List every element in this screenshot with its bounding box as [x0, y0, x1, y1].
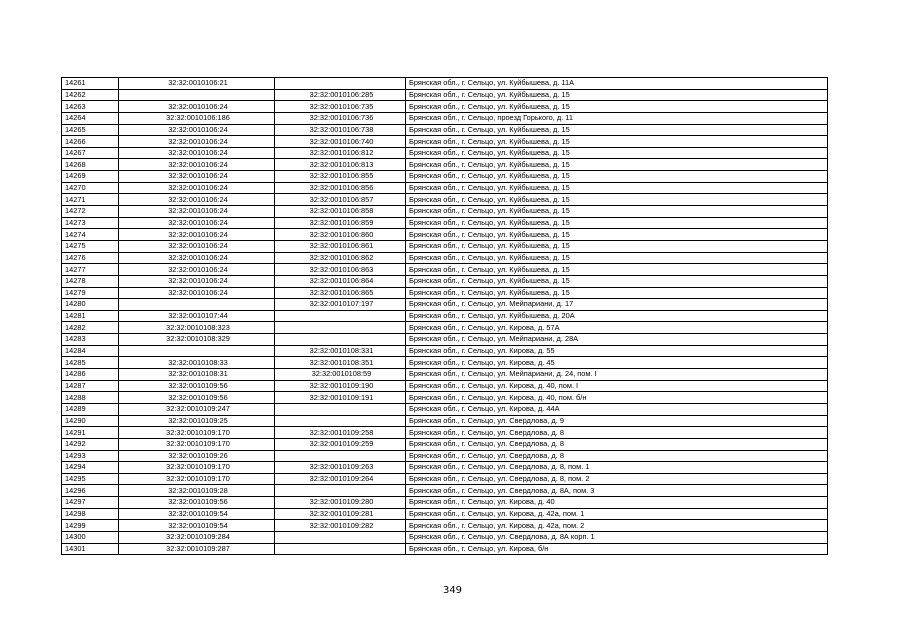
parcel-cadastral-number-cell: 32:32:0010109:28 [119, 485, 275, 497]
table-row [62, 497, 828, 509]
row-number-cell: 14291 [62, 427, 119, 439]
parcel-cadastral-number-cell: 32:32:0010107:44 [119, 310, 275, 322]
parcel-cadastral-number-cell: 32:32:0010109:170 [119, 473, 275, 485]
parcel-cadastral-number-cell: 32:32:0010106:24 [119, 194, 275, 206]
parcel-cadastral-number-cell: 32:32:0010109:284 [119, 531, 275, 543]
building-cadastral-number-cell [275, 334, 406, 346]
table-row [62, 322, 828, 334]
address-cell: Брянская обл., г. Сельцо, ул. Мейпариани, д. 17 [406, 299, 828, 311]
row-number-cell: 14277 [62, 264, 119, 276]
table-row [62, 531, 828, 543]
parcel-cadastral-number-cell: 32:32:0010106:24 [119, 287, 275, 299]
address-cell: Брянская обл., г. Сельцо, ул. Свердлова, д. 8А, пом. 3 [406, 485, 828, 497]
table-row [62, 543, 828, 555]
address-cell: Брянская обл., г. Сельцо, ул. Кирова, д. 45 [406, 357, 828, 369]
row-number-cell: 14299 [62, 520, 119, 532]
building-cadastral-number-cell: 32:32:0010106:865 [275, 287, 406, 299]
address-cell: Брянская обл., г. Сельцо, ул. Свердлова, д. 8 [406, 450, 828, 462]
parcel-cadastral-number-cell: 32:32:0010106:24 [119, 240, 275, 252]
building-cadastral-number-cell: 32:32:0010106:862 [275, 252, 406, 264]
building-cadastral-number-cell: 32:32:0010106:861 [275, 240, 406, 252]
row-number-cell: 14264 [62, 112, 119, 124]
address-cell: Брянская обл., г. Сельцо, ул. Куйбышева, д. 15 [406, 240, 828, 252]
address-cell: Брянская обл., г. Сельцо, проезд Горького, д. 11 [406, 112, 828, 124]
table-row [62, 485, 828, 497]
building-cadastral-number-cell: 32:32:0010106:858 [275, 206, 406, 218]
address-cell: Брянская обл., г. Сельцо, ул. Кирова, д. 40, пом. б/н [406, 392, 828, 404]
parcel-cadastral-number-cell: 32:32:0010106:24 [119, 147, 275, 159]
row-number-cell: 14293 [62, 450, 119, 462]
row-number-cell: 14281 [62, 310, 119, 322]
building-cadastral-number-cell: 32:32:0010108:351 [275, 357, 406, 369]
parcel-cadastral-number-cell: 32:32:0010108:323 [119, 322, 275, 334]
table-row [62, 124, 828, 136]
address-cell: Брянская обл., г. Сельцо, ул. Куйбышева, д. 15 [406, 159, 828, 171]
building-cadastral-number-cell: 32:32:0010106:740 [275, 136, 406, 148]
address-cell: Брянская обл., г. Сельцо, ул. Куйбышева, д. 15 [406, 89, 828, 101]
table-row [62, 357, 828, 369]
row-number-cell: 14262 [62, 89, 119, 101]
row-number-cell: 14301 [62, 543, 119, 555]
table-row [62, 264, 828, 276]
address-cell: Брянская обл., г. Сельцо, ул. Свердлова, д. 8 [406, 427, 828, 439]
address-cell: Брянская обл., г. Сельцо, ул. Кирова, д. 42а, пом. 2 [406, 520, 828, 532]
address-cell: Брянская обл., г. Сельцо, ул. Куйбышева, д. 15 [406, 206, 828, 218]
address-cell: Брянская обл., г. Сельцо, ул. Кирова, д. 55 [406, 345, 828, 357]
table-row [62, 334, 828, 346]
address-cell: Брянская обл., г. Сельцо, ул. Куйбышева, д. 15 [406, 182, 828, 194]
page-number: 349 [442, 585, 463, 596]
address-cell: Брянская обл., г. Сельцо, ул. Свердлова, д. 9 [406, 415, 828, 427]
address-cell: Брянская обл., г. Сельцо, ул. Кирова, д. 42а, пом. 1 [406, 508, 828, 520]
parcel-cadastral-number-cell: 32:32:0010106:24 [119, 229, 275, 241]
address-cell: Брянская обл., г. Сельцо, ул. Куйбышева, д. 15 [406, 217, 828, 229]
building-cadastral-number-cell: 32:32:0010106:856 [275, 182, 406, 194]
address-cell: Брянская обл., г. Сельцо, ул. Свердлова, д. 8, пом. 1 [406, 462, 828, 474]
table-row [62, 403, 828, 415]
row-number-cell: 14297 [62, 497, 119, 509]
parcel-cadastral-number-cell: 32:32:0010108:329 [119, 334, 275, 346]
building-cadastral-number-cell [275, 485, 406, 497]
parcel-cadastral-number-cell: 32:32:0010109:56 [119, 497, 275, 509]
row-number-cell: 14280 [62, 299, 119, 311]
address-cell: Брянская обл., г. Сельцо, ул. Мейпариани, д. 28А [406, 334, 828, 346]
registry-table [61, 77, 828, 555]
address-cell: Брянская обл., г. Сельцо, ул. Свердлова, д. 8А корп. 1 [406, 531, 828, 543]
row-number-cell: 14283 [62, 334, 119, 346]
building-cadastral-number-cell [275, 415, 406, 427]
parcel-cadastral-number-cell: 32:32:0010109:54 [119, 508, 275, 520]
building-cadastral-number-cell [275, 403, 406, 415]
table-row [62, 369, 828, 381]
row-number-cell: 14292 [62, 438, 119, 450]
address-cell: Брянская обл., г. Сельцо, ул. Куйбышева, д. 15 [406, 147, 828, 159]
building-cadastral-number-cell: 32:32:0010109:280 [275, 497, 406, 509]
parcel-cadastral-number-cell: 32:32:0010109:54 [119, 520, 275, 532]
address-cell: Брянская обл., г. Сельцо, ул. Свердлова, д. 8, пом. 2 [406, 473, 828, 485]
parcel-cadastral-number-cell: 32:32:0010109:56 [119, 380, 275, 392]
address-cell: Брянская обл., г. Сельцо, ул. Куйбышева, д. 15 [406, 124, 828, 136]
row-number-cell: 14288 [62, 392, 119, 404]
building-cadastral-number-cell: 32:32:0010106:736 [275, 112, 406, 124]
address-cell: Брянская обл., г. Сельцо, ул. Мейпариани, д. 24, пом. I [406, 369, 828, 381]
table-row [62, 520, 828, 532]
parcel-cadastral-number-cell: 32:32:0010106:24 [119, 206, 275, 218]
address-cell: Брянская обл., г. Сельцо, ул. Куйбышева, д. 15 [406, 101, 828, 113]
row-number-cell: 14295 [62, 473, 119, 485]
table-row [62, 89, 828, 101]
row-number-cell: 14290 [62, 415, 119, 427]
parcel-cadastral-number-cell: 32:32:0010109:26 [119, 450, 275, 462]
building-cadastral-number-cell: 32:32:0010109:282 [275, 520, 406, 532]
address-cell: Брянская обл., г. Сельцо, ул. Кирова, б/н [406, 543, 828, 555]
row-number-cell: 14269 [62, 171, 119, 183]
parcel-cadastral-number-cell: 32:32:0010106:24 [119, 101, 275, 113]
parcel-cadastral-number-cell: 32:32:0010106:24 [119, 136, 275, 148]
parcel-cadastral-number-cell: 32:32:0010109:25 [119, 415, 275, 427]
building-cadastral-number-cell [275, 310, 406, 322]
address-cell: Брянская обл., г. Сельцо, ул. Куйбышева, д. 15 [406, 287, 828, 299]
table-row [62, 240, 828, 252]
address-cell: Брянская обл., г. Сельцо, ул. Куйбышева, д. 15 [406, 136, 828, 148]
address-cell: Брянская обл., г. Сельцо, ул. Кирова, д. 40, пом. I [406, 380, 828, 392]
table-row [62, 206, 828, 218]
address-cell: Брянская обл., г. Сельцо, ул. Куйбышева, д. 11А [406, 78, 828, 90]
building-cadastral-number-cell [275, 531, 406, 543]
table-row [62, 392, 828, 404]
row-number-cell: 14284 [62, 345, 119, 357]
row-number-cell: 14282 [62, 322, 119, 334]
row-number-cell: 14298 [62, 508, 119, 520]
row-number-cell: 14278 [62, 275, 119, 287]
table-row [62, 252, 828, 264]
table-row [62, 229, 828, 241]
table-row [62, 182, 828, 194]
building-cadastral-number-cell: 32:32:0010108:331 [275, 345, 406, 357]
row-number-cell: 14294 [62, 462, 119, 474]
building-cadastral-number-cell: 32:32:0010109:264 [275, 473, 406, 485]
table-row [62, 450, 828, 462]
building-cadastral-number-cell: 32:32:0010106:812 [275, 147, 406, 159]
parcel-cadastral-number-cell: 32:32:0010106:24 [119, 124, 275, 136]
table-row [62, 299, 828, 311]
table-row [62, 438, 828, 450]
table-row [62, 171, 828, 183]
parcel-cadastral-number-cell: 32:32:0010109:287 [119, 543, 275, 555]
row-number-cell: 14275 [62, 240, 119, 252]
parcel-cadastral-number-cell: 32:32:0010106:24 [119, 264, 275, 276]
table-row [62, 194, 828, 206]
building-cadastral-number-cell: 32:32:0010106:735 [275, 101, 406, 113]
table-row [62, 508, 828, 520]
parcel-cadastral-number-cell: 32:32:0010106:24 [119, 252, 275, 264]
row-number-cell: 14300 [62, 531, 119, 543]
parcel-cadastral-number-cell [119, 345, 275, 357]
building-cadastral-number-cell: 32:32:0010106:738 [275, 124, 406, 136]
row-number-cell: 14279 [62, 287, 119, 299]
parcel-cadastral-number-cell: 32:32:0010106:21 [119, 78, 275, 90]
parcel-cadastral-number-cell: 32:32:0010106:24 [119, 159, 275, 171]
parcel-cadastral-number-cell: 32:32:0010108:31 [119, 369, 275, 381]
address-cell: Брянская обл., г. Сельцо, ул. Куйбышева, д. 15 [406, 229, 828, 241]
row-number-cell: 14273 [62, 217, 119, 229]
address-cell: Брянская обл., г. Сельцо, ул. Кирова, д. 44А [406, 403, 828, 415]
row-number-cell: 14271 [62, 194, 119, 206]
row-number-cell: 14285 [62, 357, 119, 369]
building-cadastral-number-cell: 32:32:0010106:863 [275, 264, 406, 276]
table-row [62, 462, 828, 474]
parcel-cadastral-number-cell: 32:32:0010106:24 [119, 171, 275, 183]
parcel-cadastral-number-cell: 32:32:0010106:24 [119, 217, 275, 229]
building-cadastral-number-cell: 32:32:0010109:258 [275, 427, 406, 439]
row-number-cell: 14287 [62, 380, 119, 392]
parcel-cadastral-number-cell [119, 89, 275, 101]
row-number-cell: 14270 [62, 182, 119, 194]
parcel-cadastral-number-cell: 32:32:0010109:170 [119, 427, 275, 439]
building-cadastral-number-cell: 32:32:0010106:859 [275, 217, 406, 229]
address-cell: Брянская обл., г. Сельцо, ул. Куйбышева, д. 15 [406, 171, 828, 183]
address-cell: Брянская обл., г. Сельцо, ул. Куйбышева, д. 15 [406, 264, 828, 276]
table-row [62, 427, 828, 439]
building-cadastral-number-cell: 32:32:0010108:59 [275, 369, 406, 381]
table-row [62, 275, 828, 287]
row-number-cell: 14296 [62, 485, 119, 497]
parcel-cadastral-number-cell: 32:32:0010106:24 [119, 182, 275, 194]
address-cell: Брянская обл., г. Сельцо, ул. Кирова, д. 40 [406, 497, 828, 509]
address-cell: Брянская обл., г. Сельцо, ул. Куйбышева, д. 15 [406, 194, 828, 206]
table-row [62, 136, 828, 148]
registry-sheet [61, 77, 827, 555]
row-number-cell: 14272 [62, 206, 119, 218]
table-row [62, 380, 828, 392]
address-cell: Брянская обл., г. Сельцо, ул. Куйбышева, д. 15 [406, 252, 828, 264]
row-number-cell: 14261 [62, 78, 119, 90]
table-row [62, 78, 828, 90]
address-cell: Брянская обл., г. Сельцо, ул. Свердлова, д. 8 [406, 438, 828, 450]
table-row [62, 217, 828, 229]
parcel-cadastral-number-cell: 32:32:0010109:170 [119, 438, 275, 450]
building-cadastral-number-cell: 32:32:0010109:263 [275, 462, 406, 474]
row-number-cell: 14266 [62, 136, 119, 148]
registry-table-body [62, 78, 828, 555]
building-cadastral-number-cell: 32:32:0010106:857 [275, 194, 406, 206]
parcel-cadastral-number-cell: 32:32:0010109:56 [119, 392, 275, 404]
table-row [62, 147, 828, 159]
building-cadastral-number-cell [275, 543, 406, 555]
table-row [62, 101, 828, 113]
table-row [62, 112, 828, 124]
address-cell: Брянская обл., г. Сельцо, ул. Кирова, д. 57А [406, 322, 828, 334]
parcel-cadastral-number-cell: 32:32:0010106:24 [119, 275, 275, 287]
building-cadastral-number-cell [275, 450, 406, 462]
building-cadastral-number-cell: 32:32:0010106:860 [275, 229, 406, 241]
parcel-cadastral-number-cell: 32:32:0010109:247 [119, 403, 275, 415]
row-number-cell: 14286 [62, 369, 119, 381]
table-row [62, 159, 828, 171]
table-row [62, 287, 828, 299]
building-cadastral-number-cell: 32:32:0010109:281 [275, 508, 406, 520]
building-cadastral-number-cell: 32:32:0010106:813 [275, 159, 406, 171]
table-row [62, 345, 828, 357]
row-number-cell: 14268 [62, 159, 119, 171]
building-cadastral-number-cell: 32:32:0010109:190 [275, 380, 406, 392]
building-cadastral-number-cell: 32:32:0010107:197 [275, 299, 406, 311]
parcel-cadastral-number-cell: 32:32:0010109:170 [119, 462, 275, 474]
table-row [62, 473, 828, 485]
row-number-cell: 14265 [62, 124, 119, 136]
row-number-cell: 14263 [62, 101, 119, 113]
parcel-cadastral-number-cell: 32:32:0010106:186 [119, 112, 275, 124]
building-cadastral-number-cell: 32:32:0010106:864 [275, 275, 406, 287]
table-row [62, 415, 828, 427]
address-cell: Брянская обл., г. Сельцо, ул. Куйбышева, д. 15 [406, 275, 828, 287]
building-cadastral-number-cell [275, 322, 406, 334]
building-cadastral-number-cell: 32:32:0010109:191 [275, 392, 406, 404]
address-cell: Брянская обл., г. Сельцо, ул. Куйбышева, д. 20А [406, 310, 828, 322]
row-number-cell: 14274 [62, 229, 119, 241]
building-cadastral-number-cell: 32:32:0010106:285 [275, 89, 406, 101]
parcel-cadastral-number-cell: 32:32:0010108:33 [119, 357, 275, 369]
building-cadastral-number-cell [275, 78, 406, 90]
parcel-cadastral-number-cell [119, 299, 275, 311]
row-number-cell: 14289 [62, 403, 119, 415]
row-number-cell: 14276 [62, 252, 119, 264]
table-row [62, 310, 828, 322]
building-cadastral-number-cell: 32:32:0010106:855 [275, 171, 406, 183]
row-number-cell: 14267 [62, 147, 119, 159]
building-cadastral-number-cell: 32:32:0010109:259 [275, 438, 406, 450]
